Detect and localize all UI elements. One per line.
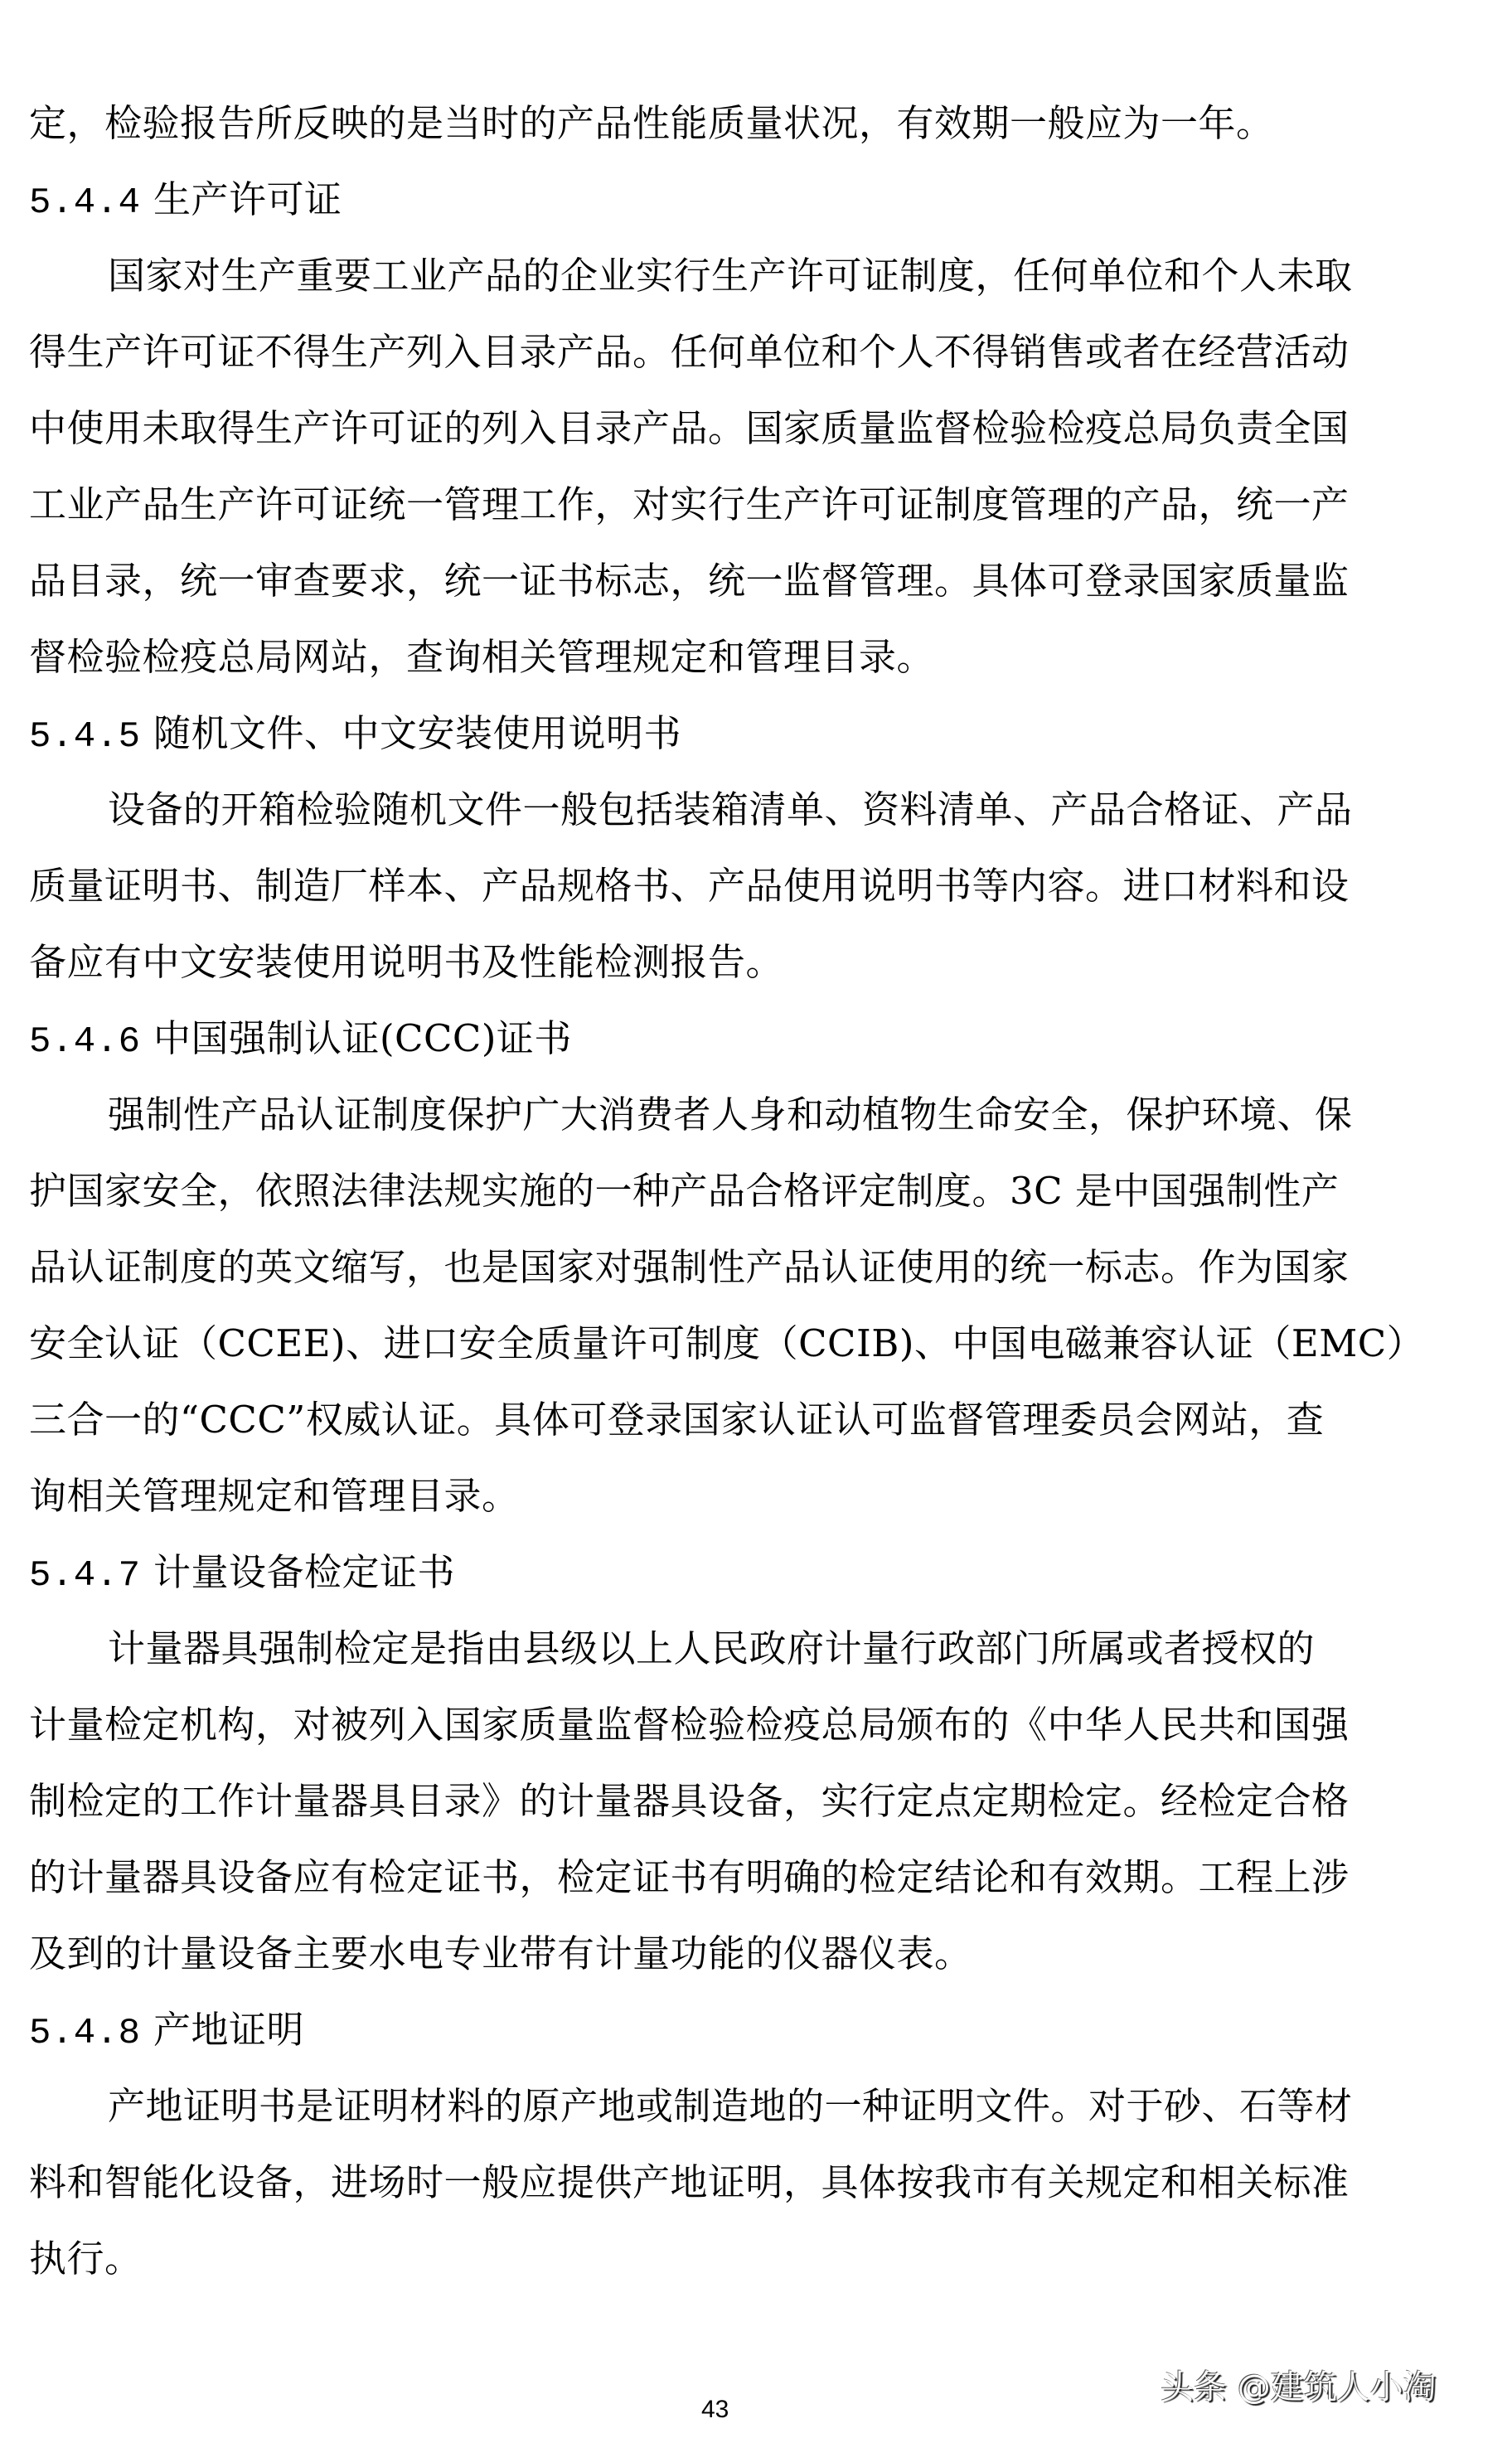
paragraph-line: 料和智能化设备，进场时一般应提供产地证明，具体按我市有关规定和相关标准 — [29, 2160, 1350, 2204]
paragraph-line: 设备的开箱检验随机文件一般包括装箱清单、资料清单、产品合格证、产品 — [108, 788, 1353, 831]
paragraph-line: 询相关管理规定和管理目录。 — [29, 1474, 520, 1518]
paragraph-line: 计量检定机构，对被列入国家质量监督检验检疫总局颁布的《中华人民共和国强 — [29, 1703, 1350, 1747]
paragraph-line: 护国家安全，依照法律法规实施的一种产品合格评定制度。3C 是中国强制性产 — [29, 1169, 1340, 1213]
section-number: 5.4.6 — [29, 1021, 141, 1063]
section-title: 随机文件、中文安装使用说明书 — [153, 711, 682, 755]
section-number: 5.4.4 — [29, 182, 141, 224]
section-heading-5-4-4 — [29, 175, 342, 225]
paragraph-line: 品目录，统一审查要求，统一证书标志，统一监督管理。具体可登录国家质量监 — [29, 559, 1350, 603]
section-heading-5-4-6 — [29, 1014, 572, 1064]
section-title: 中国强制认证(CCC)证书 — [153, 1016, 572, 1060]
paragraph-line: 质量证明书、制造厂样本、产品规格书、产品使用说明书等内容。进口材料和设 — [29, 864, 1350, 908]
section-heading-5-4-5 — [29, 709, 681, 759]
paragraph-line: 强制性产品认证制度保护广大消费者人身和动植物生命安全，保护环境、保 — [108, 1093, 1353, 1137]
paragraph-line: 国家对生产重要工业产品的企业实行生产许可证制度，任何单位和个人未取 — [108, 254, 1353, 298]
section-heading-5-4-8 — [29, 2005, 304, 2055]
paragraph-line: 制检定的工作计量器具目录》的计量器具设备，实行定点定期检定。经检定合格 — [29, 1779, 1350, 1823]
paragraph-line: 及到的计量设备主要水电专业带有计量功能的仪器仪表。 — [29, 1931, 972, 1975]
section-title: 生产许可证 — [153, 177, 342, 221]
paragraph-line: 工业产品生产许可证统一管理工作，对实行生产许可证制度管理的产品，统一产 — [29, 482, 1350, 526]
section-heading-5-4-7 — [29, 1548, 455, 1597]
section-title: 计量设备检定证书 — [153, 1550, 456, 1594]
paragraph-line: 督检验检疫总局网站，查询相关管理规定和管理目录。 — [29, 635, 935, 679]
paragraph-line: 的计量器具设备应有检定证书，检定证书有明确的检定结论和有效期。工程上涉 — [29, 1855, 1350, 1899]
watermark: 头条 @建筑人小淘 — [1161, 2368, 1437, 2406]
section-number: 5.4.7 — [29, 1555, 141, 1597]
paragraph-line: 安全认证（CCEE)、进口安全质量许可制度（CCIB)、中国电磁兼容认证（EMC） — [29, 1321, 1425, 1365]
paragraph-line: 执行。 — [29, 2237, 143, 2280]
section-number: 5.4.8 — [29, 2013, 141, 2054]
paragraph-line: 品认证制度的英文缩写，也是国家对强制性产品认证使用的统一标志。作为国家 — [29, 1245, 1350, 1289]
section-title: 产地证明 — [153, 2008, 305, 2052]
page-number: 43 — [701, 2396, 729, 2423]
paragraph-line: 计量器具强制检定是指由县级以上人民政府计量行政部门所属或者授权的 — [108, 1626, 1316, 1670]
paragraph-line: 三合一的“CCC”权威认证。具体可登录国家认证认可监督管理委员会网站，查 — [29, 1398, 1325, 1442]
paragraph-line: 中使用未取得生产许可证的列入目录产品。国家质量监督检验检疫总局负责全国 — [29, 406, 1350, 450]
continuation-text: 定，检验报告所反映的是当时的产品性能质量状况，有效期一般应为一年。 — [29, 101, 1274, 145]
paragraph-line: 备应有中文安装使用说明书及性能检测报告。 — [29, 940, 784, 984]
section-number: 5.4.5 — [29, 716, 141, 758]
paragraph-line: 产地证明书是证明材料的原产地或制造地的一种证明文件。对于砂、石等材 — [108, 2084, 1353, 2128]
paragraph-line: 得生产许可证不得生产列入目录产品。任何单位和个人不得销售或者在经营活动 — [29, 330, 1350, 374]
